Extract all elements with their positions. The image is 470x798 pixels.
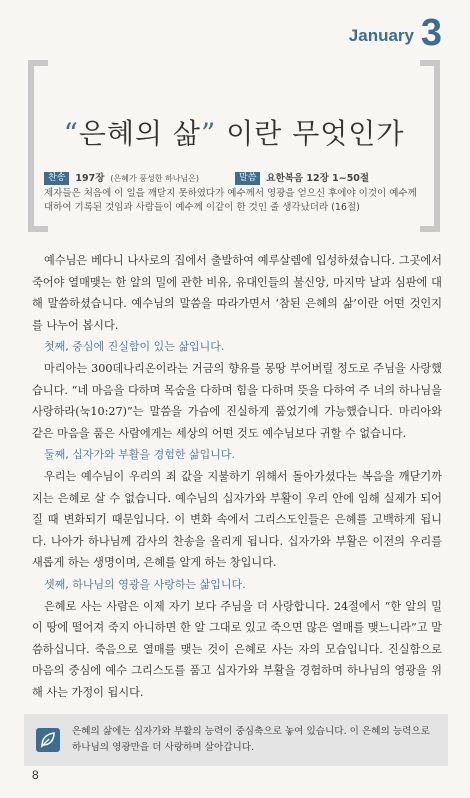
- title-quoted: 은혜의 삶: [78, 117, 201, 150]
- hymn-number: 197장: [75, 173, 105, 184]
- body-paragraph: 마리아는 300데나리온이라는 거금의 향유를 몽땅 부어버릴 정도로 주님을 사랑했습니다. “네 마음을 다하며 목숨을 다하며 힘을 다하며 뜻을 다하여 주 너의 하나님을 사랑하라(눅10:27)”는 말씀을 가슴에 진실하게 품었기에 가능했습니다. 마리아와 같은 마음을 품은 사람에게는 세상의 어떤 것도 예수님보다 귀할 수 없습니다.: [32, 361, 442, 440]
- day-number: 3: [420, 12, 442, 54]
- section-heading: 셋째, 하나님의 영광을 사랑하는 삶입니다.: [44, 577, 246, 591]
- page-number: 8: [32, 768, 39, 782]
- meta-block: [44, 171, 424, 215]
- body-paragraph: 은혜로 사는 사람은 이제 자기 보다 주님을 더 사랑합니다. 24절에서 “한 알의 밀이 땅에 떨어져 죽지 아니하면 한 알 그대로 있고 죽으면 많은 열매를 맺느니라”고 말씀하십니다. 죽음으로 열매를 맺는 것이 은혜로 사는 자의 모습입니다. 진실함으로 마음의 중심에 예수 그리스도를 품고 십자가와 부활을 경험하며 하나님의 영광을 위해 사는 가정이 됩시다.: [32, 599, 442, 699]
- body-paragraph: 우리는 예수님이 우리의 죄 값을 지불하기 위해서 돌아가셨다는 복음을 깨닫기까지는 은혜로 살 수 없습니다. 예수님의 십자가와 부활이 우리 안에 임해 실제가 되어질 때 변화되기 때문입니다. 이 변화 속에서 그리스도인들은 은혜를 고백하게 됩니다. 나아가 하나님께 감사의 찬송을 올리게 됩니다. 십자가와 부활은 이전의 우리를 새롭게 하는 생명이며, 은혜를 알게 하는 창입니다.: [32, 469, 442, 570]
- section-heading: 둘째, 십자가와 부활을 경험한 삶입니다.: [44, 448, 235, 462]
- body-content: [32, 250, 442, 703]
- leaf-icon: [34, 726, 62, 754]
- month-label: January: [348, 26, 414, 45]
- summary-callout: [24, 714, 448, 766]
- title-open-quote: “: [63, 117, 79, 150]
- hymn-tag: 찬송: [44, 172, 69, 185]
- title-rest: 이란 무엇인가: [226, 117, 405, 150]
- body-paragraph: 예수님은 베다니 나사로의 집에서 출발하여 예루살렘에 입성하셨습니다. 그곳에서 죽어야 열매맺는 한 알의 밀에 관한 비유, 유대인들의 불신앙, 마지막 날과 심판에 대해 말씀하셨습니다. 예수님의 말씀을 따라가면서 ‘참된 은혜의 삶’이란 어떤 것인지를 나누어 봅시다.: [32, 254, 442, 332]
- scripture-tag: 말씀: [235, 172, 260, 185]
- section-heading: 첫째, 중심에 진실함이 있는 삶입니다.: [44, 340, 225, 354]
- page-title: [28, 112, 440, 152]
- hymn-title: (은혜가 풍성한 하나님은): [110, 174, 200, 183]
- scripture-description: 제자들은 처음에 이 일을 깨닫지 못하였다가 예수께서 영광을 얻으신 후에야 이것이 예수께 대하여 기록된 것임과 사람들이 예수께 이같이 한 것인 줄 생각났더라 (16절): [44, 188, 417, 213]
- scripture-ref: 요한복음 12장 1~50절: [266, 173, 370, 184]
- callout-text: 은혜의 삶에는 십자가와 부활의 능력이 중심축으로 놓여 있습니다. 이 은혜의 능력으로 하나님의 영광만을 더 사랑하며 살아갑니다.: [72, 726, 430, 753]
- title-box: [28, 60, 440, 240]
- title-close-quote: ”: [200, 117, 217, 150]
- meta-line: [44, 171, 424, 186]
